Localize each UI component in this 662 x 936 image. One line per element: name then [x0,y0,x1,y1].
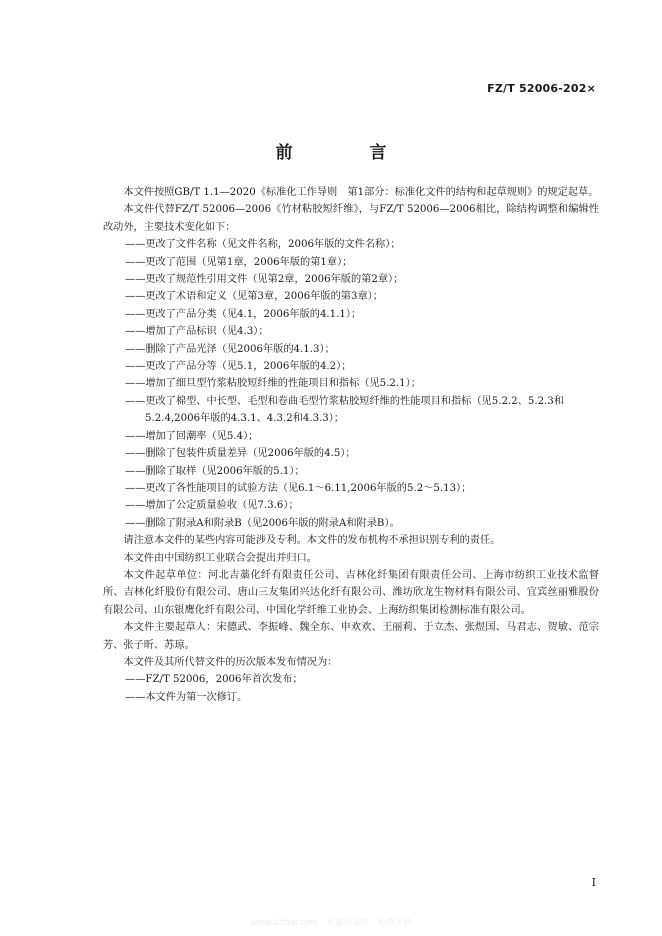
list-item: ——FZ/T 52006，2006年首次发布； [125,674,303,686]
list-item: ——更改了产品分类（见4.1，2006年版的4.1.1）； [125,308,362,320]
list-item: ——更改了各性能项目的试验方法（见6.1～6.11,2006年版的5.2～5.13）； [125,482,472,494]
list-item: ——增加了细旦型竹浆粘胶短纤维的性能项目和指标（见5.2.1）； [125,378,421,390]
list-item: ——删除了附录A和附录B（见2006年版的附录A和附录B）。 [125,517,400,529]
paragraph-proposer: 本文件由中国纺织工业联合会提出并归口。 [123,552,317,564]
list-item: ——删除了产品光泽（见2006年版的4.1.3）； [125,343,335,355]
paragraph-history-intro: 本文件及其所代替文件的历次版本发布情况为： [123,656,338,668]
list-item: ——本文件为第一次修订。 [125,691,248,703]
page-title: 前 言 [275,143,417,163]
page-number: I [591,876,596,889]
list-item: ——更改了文件名称（见文件名称，2006年版的文件名称）； [125,239,401,251]
list-item: ——删除了取样（见2006年版的5.1）； [125,465,305,477]
paragraph-replacement: 本文件代替FZ/T 52006—2006《竹材粘胶短纤维》，与FZ/T 52006—2006相比，除结构调整和编辑性改动外，主要技术变化如下： [103,204,599,233]
list-item: ——更改了规范性引用文件（见第2章，2006年版的第2章）； [125,274,404,286]
list-item: ——更改了范围（见第1章，2006年版的第1章）； [125,256,353,268]
paragraph-drafting-rules: 本文件按照GB/T 1.1—2020《标准化工作导则 第1部分：标准化文件的结构和起草规则》的规定起草。 [123,187,599,198]
list-item: ——更改了产品分等（见5.1，2006年版的4.2）； [125,361,352,373]
list-item: ——更改了术语和定义（见第3章，2006年版的第3章）； [125,291,383,303]
list-item: ——更改了棉型、中长型、毛型和卷曲毛型竹浆粘胶短纤维的性能项目和指标（见5.2.2、5.2.3和5.2.4,2006年版的4.3.1、4.3.2和4.3.3）； [125,395,564,425]
list-item: ——增加了回潮率（见5.4）； [125,430,259,442]
paragraph-patent-notice: 请注意本文件的某些内容可能涉及专利。本文件的发布机构不承担识别专利的责任。 [123,535,501,547]
history-list [103,671,599,706]
paragraph-drafting-units: 本文件起草单位：河北吉藁化纤有限责任公司、吉林化纤集团有限责任公司、上海市纺织工业技术监督所、吉林化纤股份有限公司、唐山三友集团兴达化纤有限公司、潍坊欣龙生物材料有限公司、宜宾丝丽雅股份有限公司、山东银鹰化纤有限公司、中国化学纤维工业协会、上海纺织集团检测标准有限公司。 [103,569,599,616]
paragraph-drafters: 本文件主要起草人：宋德武、李振峰、魏全东、申欢欢、王丽莉、于立杰、张煜国、马君志、贺敏、范宗芳、张子昕、苏琼。 [103,622,599,651]
list-item: ——增加了产品标识（见4.3）； [125,326,269,338]
changes-list [103,236,599,532]
document-code: FZ/T 52006-202× [487,82,596,95]
watermark: www.bzfxw.com 标准分享网 免费下载 [250,918,412,928]
foreword-body [103,184,599,706]
list-item: ——删除了包装件质量差异（见2006年版的4.5）； [125,448,356,460]
list-item: ——增加了公定质量验收（见7.3.6）； [125,500,299,512]
